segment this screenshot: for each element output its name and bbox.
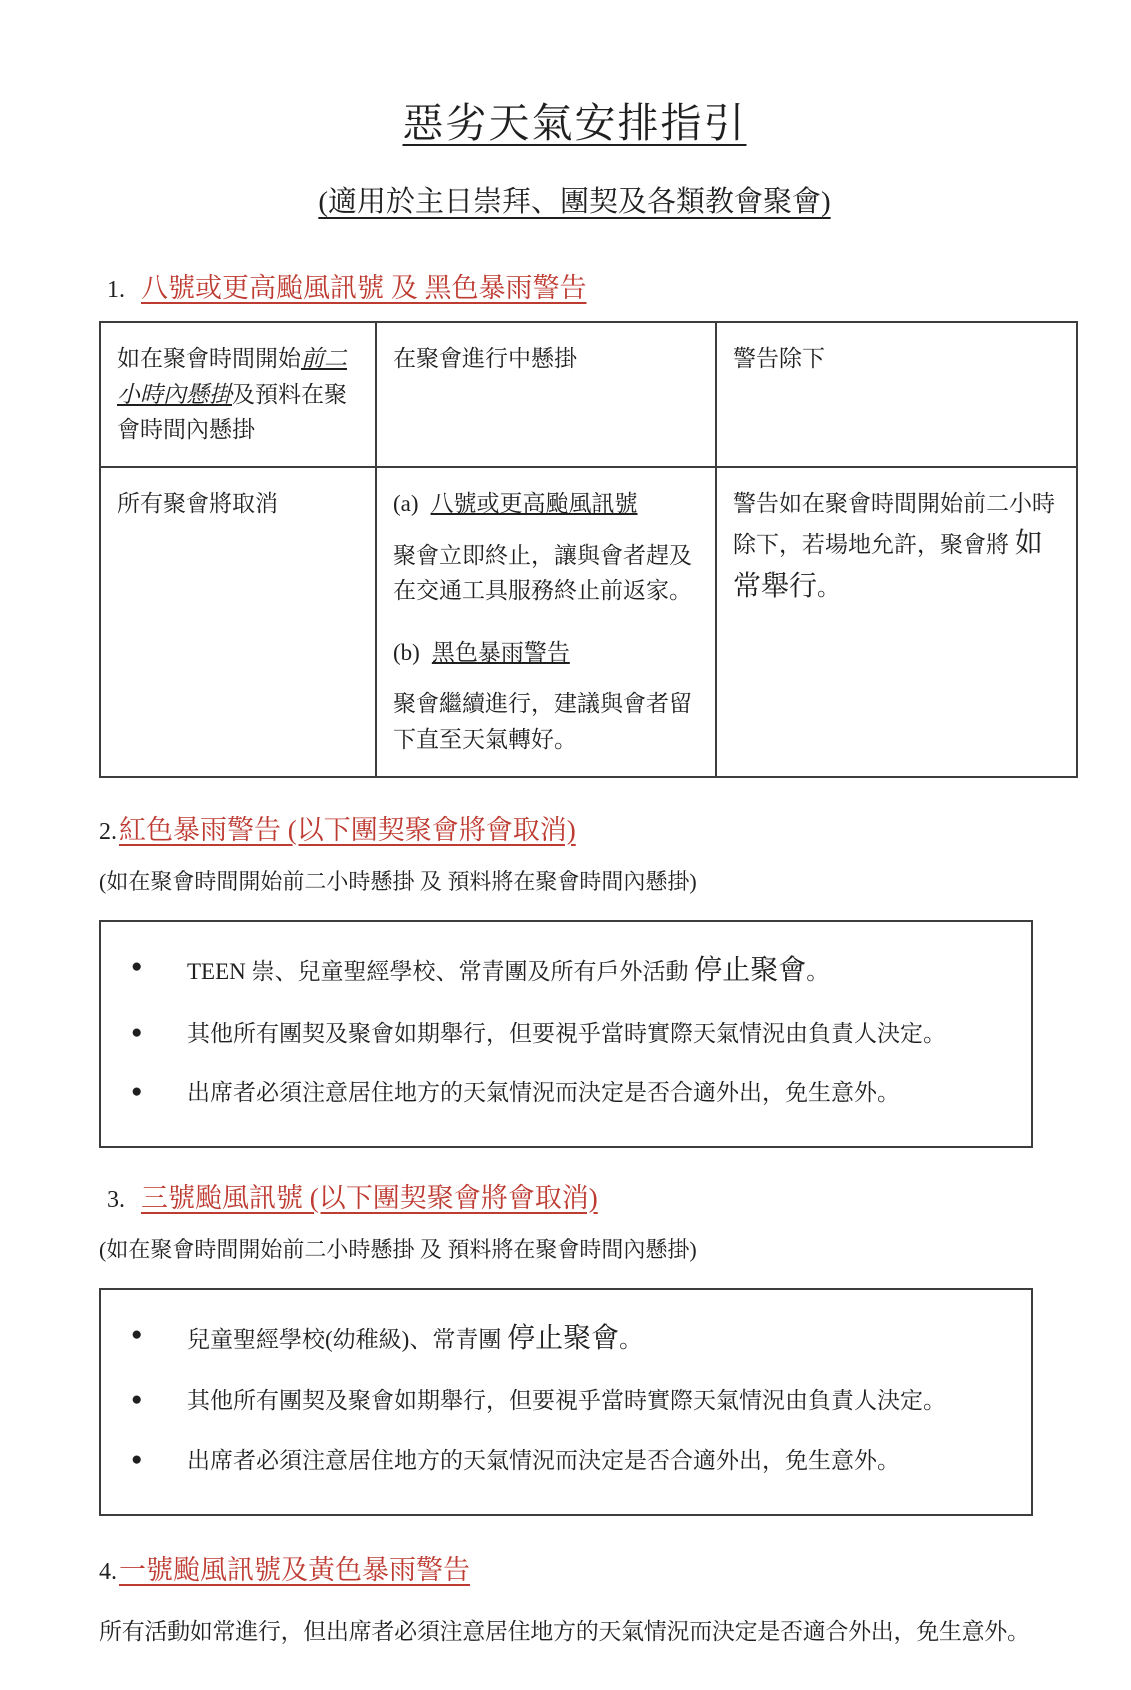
bullet-text <box>187 952 829 990</box>
section3-heading <box>107 1176 1050 1215</box>
section1-heading <box>107 266 1050 305</box>
body-col3-pre: 警告如在聚會時間開始前二小時除下，若場地允許，聚會將 <box>733 490 1055 557</box>
table-cell-removed-detail <box>716 467 1077 777</box>
section3-title: 三號颱風訊號 (以下團契聚會將會取消) <box>141 1182 598 1213</box>
section2-note: (如在聚會時間開始前二小時懸掛 及 預料將在聚會時間內懸掛) <box>99 868 697 894</box>
bullet-text-pre: 兒童聖經學校(幼稚級)、常青團 <box>187 1326 508 1352</box>
list-item <box>117 952 1013 990</box>
section2-bullet-box <box>99 920 1033 1148</box>
section4-title: 一號颱風訊號及黃色暴雨警告 <box>119 1554 470 1585</box>
table-header-row <box>100 322 1077 467</box>
bullet-text-pre: 其他所有團契及聚會如期舉行，但要視乎當時實際天氣情況由負責人決定。 <box>187 1020 946 1046</box>
item-a-text: 聚會立即終止，讓與會者趕及在交通工具服務終止前返家。 <box>393 542 692 604</box>
bullet-text-emphasis: 停止聚會 <box>694 954 807 986</box>
bullet-text-post: 。 <box>619 1326 643 1352</box>
table-header-cell-before <box>100 322 376 467</box>
list-item <box>117 1445 1013 1476</box>
bullet-text-emphasis: 停止聚會 <box>507 1322 620 1354</box>
bullet-text <box>187 1018 946 1049</box>
section1-title: 八號或更高颱風訊號 及 黑色暴雨警告 <box>141 273 587 303</box>
item-b-title: 黑色暴雨警告 <box>431 639 570 665</box>
section4-number: 4. <box>99 1558 117 1585</box>
table-header-cell-removed <box>716 322 1077 467</box>
list-item <box>117 1077 1013 1108</box>
section2-heading <box>99 808 1050 847</box>
list-item <box>117 1385 1013 1416</box>
body-col1-text: 所有聚會將取消 <box>117 490 278 516</box>
header-col1-emphasis: 前二小時內懸掛 <box>117 346 347 407</box>
bullet-icon: ● <box>131 1080 143 1102</box>
bullet-text <box>187 1077 900 1108</box>
table-header-cell-during <box>376 322 716 467</box>
page-title <box>99 90 1050 149</box>
bullet-text <box>187 1320 642 1358</box>
item-b-row <box>393 635 699 671</box>
document-content <box>99 90 1055 1646</box>
bullet-icon: ● <box>131 1389 143 1411</box>
list-item <box>117 1018 1013 1049</box>
bullet-text-post: 。 <box>806 958 830 984</box>
item-b-label: (b) <box>393 639 420 665</box>
bullet-text-pre: 出席者必須注意居住地方的天氣情況而決定是否合適外出，免生意外。 <box>187 1079 900 1105</box>
header-col2-text: 在聚會進行中懸掛 <box>393 346 577 371</box>
section2-number: 2. <box>99 818 117 845</box>
item-a-title: 八號或更高颱風訊號 <box>430 490 638 516</box>
item-a-row <box>393 486 699 522</box>
section2-title: 紅色暴雨警告 (以下團契聚會將會取消) <box>119 814 576 845</box>
bullet-text <box>187 1445 900 1476</box>
page-subtitle-text: (適用於主日崇拜、團契及各類教會聚會) <box>318 186 831 218</box>
list-item <box>117 1320 1013 1358</box>
section3-bullet-box <box>99 1288 1033 1516</box>
bullet-text-pre: 出席者必須注意居住地方的天氣情況而決定是否合適外出，免生意外。 <box>187 1447 900 1473</box>
section3-number: 3. <box>107 1186 125 1213</box>
bullet-icon: ● <box>131 1021 143 1043</box>
section4-text: 所有活動如常進行，但出席者必須注意居住地方的天氣情況而決定是否適合外出，免生意外。 <box>99 1618 1030 1644</box>
page-title-text: 惡劣天氣安排指引 <box>402 100 747 146</box>
table-cell-all-cancelled <box>100 467 376 777</box>
table-cell-during-detail <box>376 467 716 777</box>
header-col3-text: 警告除下 <box>733 346 825 371</box>
page-subtitle <box>99 179 1050 220</box>
body-col3-post: 。 <box>817 574 841 600</box>
bullet-icon: ● <box>131 1448 143 1470</box>
section4-heading <box>99 1548 1050 1587</box>
header-col1-pre: 如在聚會時間開始 <box>117 346 301 371</box>
bullet-text <box>187 1385 946 1416</box>
bullet-text-pre: 其他所有團契及聚會如期舉行，但要視乎當時實際天氣情況由負責人決定。 <box>187 1388 946 1414</box>
item-b-text: 聚會繼續進行，建議與會者留下直至天氣轉好。 <box>393 691 692 753</box>
bullet-icon: ● <box>131 1323 143 1345</box>
document-page <box>0 90 1131 1690</box>
section3-note: (如在聚會時間開始前二小時懸掛 及 預料將在聚會時間內懸掛) <box>99 1236 697 1262</box>
bullet-icon: ● <box>131 955 143 977</box>
item-a-label: (a) <box>393 490 419 516</box>
weather-signal-table <box>99 321 1078 778</box>
section1-number: 1. <box>107 277 125 303</box>
table-body-row <box>100 467 1077 777</box>
header-col1-post: 及預料在聚會時間內懸掛 <box>117 381 347 443</box>
body-col3-emphasis: 如常舉行 <box>733 527 1043 602</box>
bullet-text-pre: TEEN 崇、兒童聖經學校、常青團及所有戶外活動 <box>187 958 695 984</box>
